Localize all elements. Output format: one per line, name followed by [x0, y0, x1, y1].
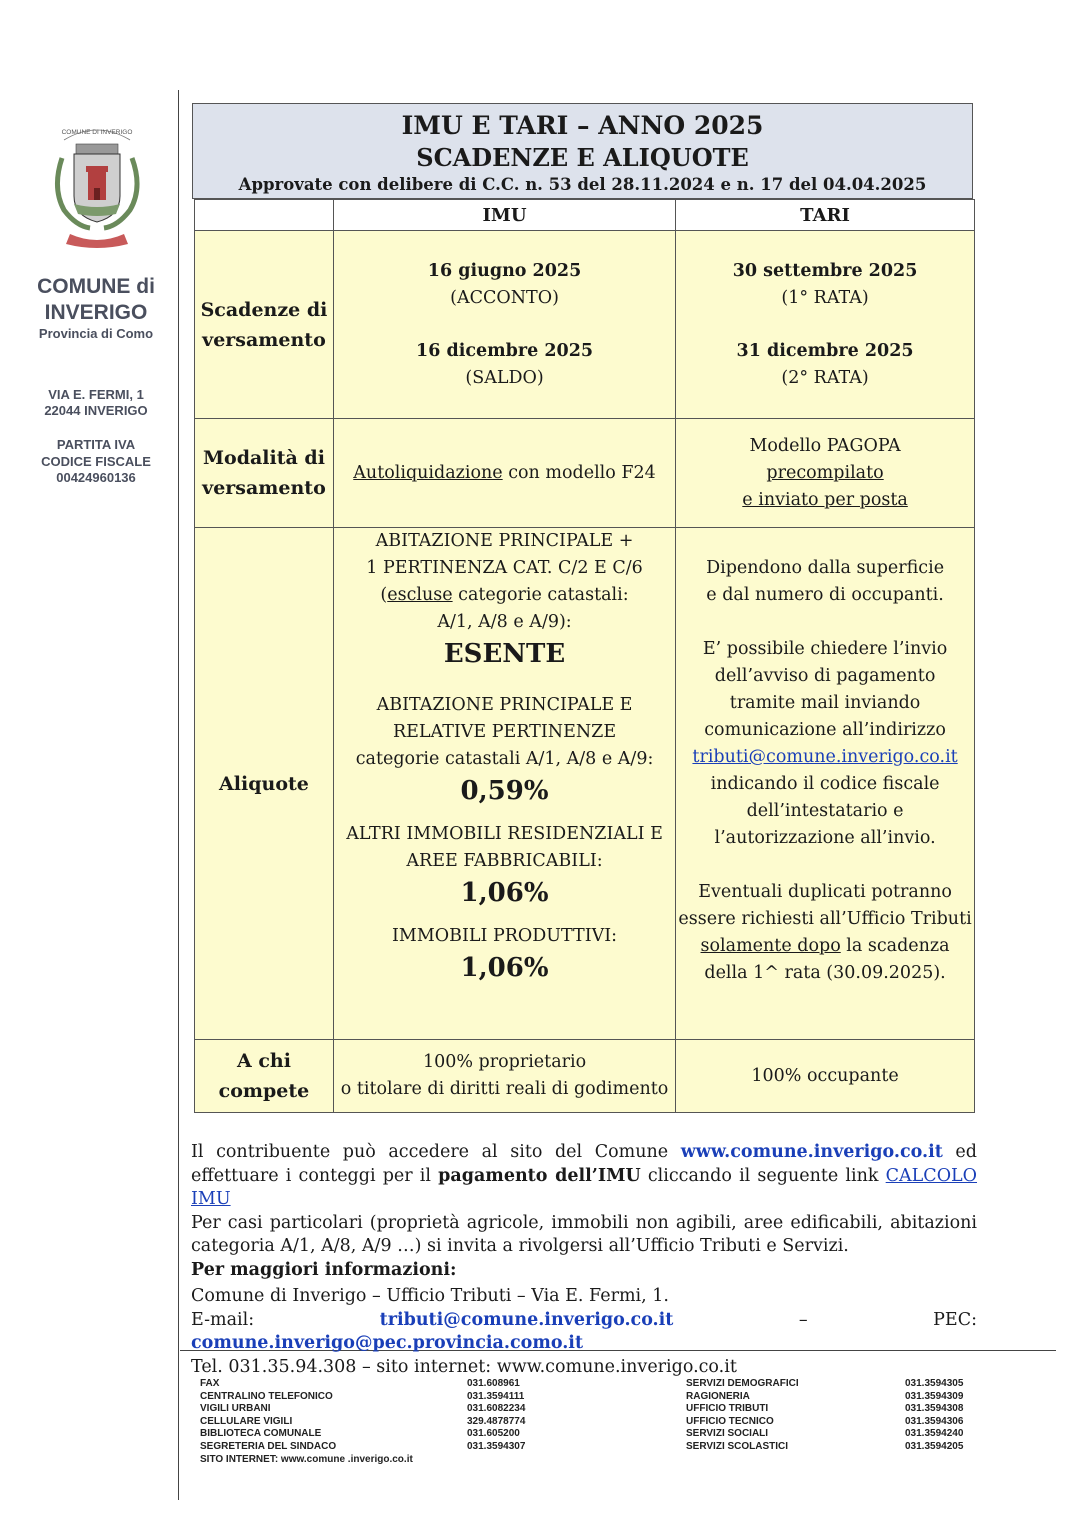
imu-aliquota-esente: ESENTE [443, 639, 566, 669]
imu-date-acconto: 16 giugno 2025 [427, 260, 582, 281]
imu-aliquota-059: 0,59% [460, 776, 549, 806]
imu-aliquota-d-line1: IMMOBILI PRODUTTIVI: [391, 926, 618, 946]
footer-number: 031.605200 [467, 1428, 520, 1440]
sidebar-piva [10, 437, 182, 487]
tari-modalita-line2: precompilato [766, 462, 884, 483]
comune-name [10, 274, 182, 326]
row-modalita [195, 419, 975, 528]
tari-note-rata2: (2° RATA) [781, 367, 869, 388]
footer-label: UFFICIO TECNICO [686, 1415, 774, 1427]
tari-scadenze-cell [676, 231, 975, 419]
footer-number: 031.3594307 [467, 1440, 526, 1452]
tari-aliquote-line6: comunicazione all’indirizzo [704, 720, 946, 740]
header-tari: TARI [676, 200, 975, 231]
imu-aliquota-106-residenziali: 1,06% [460, 878, 549, 908]
comune-website-link[interactable]: www.comune.inverigo.co.it [680, 1142, 943, 1162]
autoliquidazione-link[interactable]: Autoliquidazione [353, 462, 503, 483]
footer-label: CENTRALINO TELEFONICO [200, 1390, 333, 1402]
tari-note-rata1: (1° RATA) [781, 287, 869, 308]
comune-line1: COMUNE di [37, 275, 155, 298]
info-email-line: E-mail: tributi@comune.inverigo.co.it – PEC: comune.inverigo@pec.provincia.como.it [191, 1309, 977, 1353]
tari-aliquote-line13: della 1^ rata (30.09.2025). [704, 963, 946, 983]
imu-modalita-cell [333, 419, 675, 528]
row-scadenze [195, 231, 975, 419]
info-paragraph-1: Il contribuente può accedere al sito del Comune www.comune.inverigo.co.it ed effettuare i conteggi per il pagamento dell’IMU cliccando il seguente link CALCOLO IMU [191, 1142, 978, 1209]
calcolo-imu-link[interactable]: CALCOLO IMU [191, 1165, 978, 1209]
footer-label: RAGIONERIA [686, 1390, 750, 1402]
footer-left-labels [200, 1378, 413, 1466]
footer-label: SITO INTERNET: www.comune .inverigo.co.it [200, 1453, 413, 1465]
sidebar-address [10, 387, 182, 419]
tari-modalita-line3: e inviato per posta [742, 489, 908, 510]
label-compete [195, 1040, 334, 1113]
row-compete [195, 1040, 975, 1113]
tari-aliquote-line8: dell’intestatario e [746, 801, 904, 821]
tari-aliquote-line11: essere richiesti all’Ufficio Tributi [678, 909, 972, 929]
footer-number: 031.3594305 [905, 1378, 964, 1389]
address-line1: VIA E. FERMI, 1 [48, 387, 144, 402]
imu-aliquota-b-line3: categorie catastali A/1, A/8 e A/9: [355, 749, 654, 769]
imu-aliquota-a-line4: A/1, A/8 e A/9): [437, 612, 572, 632]
imu-modalita-text: con modello F24 [502, 462, 656, 483]
footer-label: SEGRETERIA DEL SINDACO [200, 1440, 337, 1452]
tari-aliquote-line4: dell’avviso di pagamento [714, 666, 936, 686]
footer-number: 031.3594306 [905, 1415, 964, 1427]
imu-note-acconto: (ACCONTO) [450, 287, 559, 308]
footer-label: SERVIZI SCOLASTICI [686, 1440, 789, 1452]
footer-label: SERVIZI SOCIALI [686, 1428, 769, 1440]
info-block [191, 1141, 977, 1379]
info-email-link[interactable]: tributi@comune.inverigo.co.it [379, 1309, 674, 1330]
tributi-email-link[interactable]: tributi@comune.inverigo.co.it [692, 747, 958, 767]
imu-scadenze-cell [333, 231, 675, 419]
footer-label: UFFICIO TRIBUTI [686, 1403, 769, 1415]
footer-label: FAX [200, 1378, 220, 1389]
row-aliquote [195, 528, 975, 1040]
imu-aliquota-106-produttivi: 1,06% [460, 953, 549, 983]
table-header-row [195, 200, 975, 231]
info-tel-line: Tel. 031.35.94.308 – sito internet: www.comune.inverigo.co.it [191, 1356, 737, 1377]
tari-aliquote-cell [676, 528, 975, 1040]
label-scadenze-line2: versamento [202, 328, 326, 351]
header-empty-cell [195, 200, 334, 231]
tari-date-rata1: 30 settembre 2025 [732, 260, 918, 281]
footer-number: 031.3594111 [467, 1390, 525, 1402]
tari-aliquote-line1: Dipendono dalla superficie [706, 558, 945, 578]
piva-line1: PARTITA IVA [56, 437, 136, 452]
imu-aliquota-b-line1: ABITAZIONE PRINCIPALE E [376, 695, 633, 715]
tari-date-rata2: 31 dicembre 2025 [736, 340, 914, 361]
tari-modalita-line1: Modello PAGOPA [749, 435, 901, 456]
footer-label: BIBLIOTECA COMUNALE [200, 1428, 322, 1440]
footer-label: CELLULARE VIGILI [200, 1415, 293, 1427]
imu-aliquota-c-line2: AREE FABBRICABILI: [406, 851, 603, 871]
imu-tari-table [194, 199, 975, 1113]
piva-line2: CODICE FISCALE [41, 453, 151, 469]
label-scadenze [195, 231, 334, 419]
footer-number: 031.3594308 [905, 1403, 964, 1415]
municipal-crest-icon [50, 118, 145, 253]
page-title: IMU E TARI – ANNO 2025 [401, 111, 764, 140]
footer-number: 031.3594205 [905, 1440, 964, 1452]
page-subtitle: SCADENZE E ALIQUOTE [416, 143, 749, 172]
piva-number: 00424960136 [56, 470, 136, 485]
provincia-label: Provincia di Como [38, 326, 154, 341]
footer-label: VIGILI URBANI [200, 1403, 271, 1415]
imu-compete-cell [333, 1040, 675, 1113]
footer-number: 031.3594309 [905, 1390, 964, 1402]
crest-text: COMUNE DI INVERIGO [61, 129, 133, 136]
footer-right-labels [686, 1378, 799, 1454]
footer-left-numbers [467, 1378, 525, 1454]
label-compete-line2: compete [218, 1080, 310, 1102]
info-office-line: Comune di Inverigo – Ufficio Tributi – Via E. Fermi, 1. [191, 1286, 669, 1306]
imu-aliquota-a-line3: (escluse categorie catastali: [380, 585, 629, 605]
header-imu: IMU [333, 200, 675, 231]
info-more-heading: Per maggiori informazioni: [191, 1259, 457, 1280]
escluse-underlined: escluse [387, 585, 453, 605]
tari-aliquote-line7: indicando il codice fiscale [710, 774, 940, 794]
approval-note: Approvate con delibere di C.C. n. 53 del 28.11.2024 e n. 17 del 04.04.2025 [238, 175, 927, 194]
tari-modalita-cell [676, 419, 975, 528]
footer-number: 031.3594240 [905, 1428, 964, 1440]
tari-aliquote-line5: tramite mail inviando [729, 693, 921, 713]
document-header [192, 103, 973, 199]
tari-compete-cell: 100% occupante [676, 1040, 975, 1113]
footer-number: 329.4878774 [467, 1415, 526, 1427]
label-modalita-line2: versamento [202, 477, 326, 499]
label-compete-line1: A chi [236, 1050, 291, 1072]
address-line2: 22044 INVERIGO [44, 403, 148, 418]
label-scadenze-line1: Scadenze di [200, 298, 328, 321]
info-paragraph-2: Per casi particolari (proprietà agricole, immobili non agibili, aree edificabili, abitazioni categoria A/1, A/8, A/9 …) si invita a rivolgersi all’Ufficio Tributi e Servizi. [191, 1212, 977, 1256]
tari-aliquote-line12: solamente dopo la scadenza [700, 936, 950, 956]
imu-aliquota-b-line2: RELATIVE PERTINENZE [392, 722, 617, 742]
tari-aliquote-line3: E’ possibile chiedere l’invio [702, 639, 948, 659]
comune-line2: INVERIGO [44, 301, 148, 324]
imu-date-saldo: 16 dicembre 2025 [416, 340, 594, 361]
imu-compete-line2: o titolare di diritti reali di godimento [340, 1079, 669, 1099]
label-modalita-line1: Modalità di [202, 447, 325, 469]
imu-aliquota-a-line2: 1 PERTINENZA CAT. C/2 E C/6 [366, 558, 643, 578]
footer-label: SERVIZI DEMOGRAFICI [686, 1378, 799, 1389]
label-modalita [195, 419, 334, 528]
tari-aliquote-line2: e dal numero di occupanti. [706, 585, 944, 605]
imu-aliquote-cell [333, 528, 675, 1040]
tari-aliquote-line9: l’autorizzazione all’invio. [714, 828, 936, 848]
footer-number: 031.6082234 [467, 1403, 526, 1415]
label-aliquote: Aliquote [195, 528, 334, 1040]
footer-right-numbers [905, 1378, 963, 1454]
imu-aliquota-c-line1: ALTRI IMMOBILI RESIDENZIALI E [346, 824, 663, 844]
info-pec-link[interactable]: comune.inverigo@pec.provincia.como.it [191, 1333, 584, 1353]
imu-compete-line1: 100% proprietario [422, 1052, 587, 1072]
tari-aliquote-line10: Eventuali duplicati potranno [698, 882, 952, 902]
footer-number: 031.608961 [467, 1378, 520, 1389]
imu-note-saldo: (SALDO) [465, 367, 544, 388]
imu-aliquota-a-line1: ABITAZIONE PRINCIPALE + [375, 531, 634, 551]
